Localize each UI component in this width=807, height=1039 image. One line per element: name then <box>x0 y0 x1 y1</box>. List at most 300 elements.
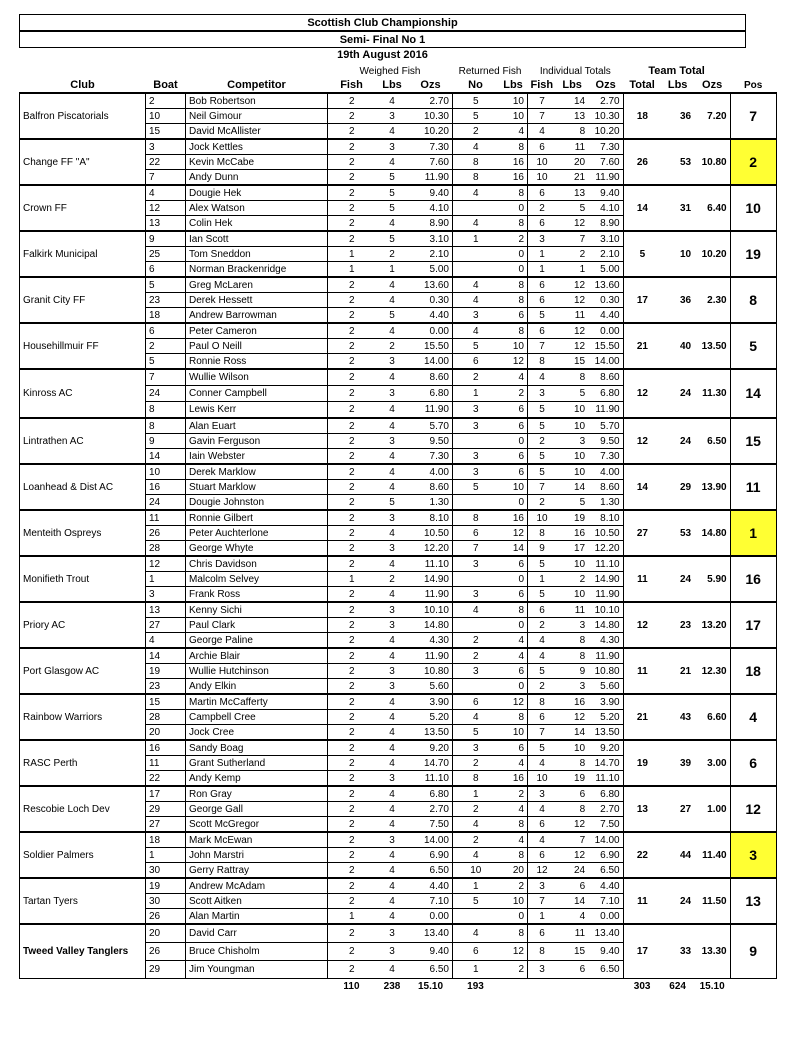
individual-lbs: 4 <box>556 909 588 925</box>
competitor-name: Mark McEwan <box>186 832 328 848</box>
weighed-lbs: 3 <box>376 664 409 679</box>
weighed-lbs: 4 <box>376 961 409 979</box>
individual-fish: 10 <box>528 170 557 186</box>
individual-fish: 3 <box>528 386 557 402</box>
team-position: 3 <box>730 832 776 878</box>
returned-lbs: 20 <box>499 863 528 879</box>
individual-ozs: 6.50 <box>588 863 623 879</box>
individual-lbs: 9 <box>556 664 588 679</box>
individual-ozs: 9.40 <box>588 943 623 961</box>
weighed-lbs: 2 <box>376 572 409 587</box>
weighed-lbs: 3 <box>376 434 409 449</box>
weighed-fish: 2 <box>328 648 376 664</box>
returned-no: 1 <box>453 878 499 894</box>
col-returned-no: No <box>468 78 483 91</box>
individual-ozs: 5.70 <box>588 418 623 434</box>
returned-no: 4 <box>453 277 499 293</box>
competitor-name: Andy Dunn <box>186 170 328 186</box>
individual-ozs: 5.00 <box>588 262 623 278</box>
col-individual-ozs: Ozs <box>595 78 616 91</box>
team-ozs: 12.30 <box>694 648 730 694</box>
individual-lbs: 5 <box>556 201 588 216</box>
team-ozs: 11.50 <box>694 878 730 924</box>
competitor-name: Chris Davidson <box>186 556 328 572</box>
boat-number: 2 <box>146 93 186 109</box>
returned-no <box>453 679 499 695</box>
team-ozs: 11.40 <box>694 832 730 878</box>
individual-lbs: 17 <box>556 541 588 557</box>
team-position: 11 <box>730 464 776 510</box>
weighed-lbs: 3 <box>376 510 409 526</box>
individual-fish: 7 <box>528 725 557 741</box>
col-weighed-ozs: Ozs <box>420 78 441 91</box>
returned-no <box>453 201 499 216</box>
returned-no: 3 <box>453 740 499 756</box>
individual-lbs: 6 <box>556 786 588 802</box>
returned-no: 3 <box>453 308 499 324</box>
weighed-fish: 2 <box>328 386 376 402</box>
individual-lbs: 1 <box>556 262 588 278</box>
col-team-total: Total <box>629 78 655 91</box>
returned-no <box>453 434 499 449</box>
team-total: 11 <box>623 648 661 694</box>
returned-no: 3 <box>453 587 499 603</box>
team-ozs: 2.30 <box>694 277 730 323</box>
individual-fish: 4 <box>528 802 557 817</box>
returned-lbs: 6 <box>499 740 528 756</box>
returned-no: 1 <box>453 786 499 802</box>
competitor-name: Bruce Chisholm <box>186 943 328 961</box>
individual-ozs: 4.40 <box>588 878 623 894</box>
returned-no: 6 <box>453 354 499 370</box>
returned-lbs: 6 <box>499 449 528 465</box>
weighed-fish: 1 <box>328 909 376 925</box>
team-total: 11 <box>623 556 661 602</box>
competitor-name: George Paline <box>186 633 328 649</box>
weighed-lbs: 4 <box>376 587 409 603</box>
individual-lbs: 14 <box>556 480 588 495</box>
returned-no: 4 <box>453 216 499 232</box>
weighed-lbs: 3 <box>376 386 409 402</box>
competitor-row <box>20 694 777 710</box>
weighed-lbs: 4 <box>376 894 409 909</box>
competitor-row <box>20 924 777 943</box>
weighed-lbs: 5 <box>376 201 409 216</box>
returned-lbs: 12 <box>499 526 528 541</box>
competitor-row <box>20 832 777 848</box>
weighed-lbs: 4 <box>376 293 409 308</box>
col-individual-fish: Fish <box>530 78 554 91</box>
weighed-ozs: 0.00 <box>409 909 453 925</box>
col-individual-lbs: Lbs <box>562 78 582 91</box>
returned-no <box>453 247 499 262</box>
weighed-lbs: 4 <box>376 323 409 339</box>
returned-lbs: 0 <box>499 262 528 278</box>
returned-lbs: 6 <box>499 402 528 419</box>
individual-ozs: 4.10 <box>588 201 623 216</box>
returned-lbs: 10 <box>499 725 528 741</box>
weighed-fish: 2 <box>328 231 376 247</box>
returned-no: 3 <box>453 664 499 679</box>
returned-lbs: 8 <box>499 323 528 339</box>
returned-lbs: 8 <box>499 277 528 293</box>
returned-lbs: 0 <box>499 247 528 262</box>
weighed-fish: 2 <box>328 93 376 109</box>
returned-lbs: 8 <box>499 924 528 943</box>
sheet-title: Scottish Club Championship <box>19 14 746 31</box>
col-returned-lbs: Lbs <box>503 78 523 91</box>
boat-number: 12 <box>146 556 186 572</box>
weighed-fish: 2 <box>328 185 376 201</box>
boat-number: 6 <box>146 262 186 278</box>
competitor-name: Stuart Marklow <box>186 480 328 495</box>
weighed-ozs: 0.00 <box>409 323 453 339</box>
weighed-fish: 2 <box>328 339 376 354</box>
weighed-lbs: 3 <box>376 354 409 370</box>
returned-no: 8 <box>453 510 499 526</box>
returned-lbs: 0 <box>499 434 528 449</box>
boat-number: 4 <box>146 633 186 649</box>
individual-ozs: 13.40 <box>588 924 623 943</box>
weighed-fish: 2 <box>328 124 376 140</box>
individual-ozs: 4.00 <box>588 464 623 480</box>
returned-no: 4 <box>453 602 499 618</box>
competitor-row <box>20 648 777 664</box>
team-position: 10 <box>730 185 776 231</box>
weighed-ozs: 11.90 <box>409 402 453 419</box>
club-name: Rescobie Loch Dev <box>20 786 146 832</box>
weighed-fish: 2 <box>328 664 376 679</box>
weighed-lbs: 3 <box>376 139 409 155</box>
returned-no: 6 <box>453 526 499 541</box>
returned-no: 5 <box>453 93 499 109</box>
team-ozs: 3.00 <box>694 740 730 786</box>
weighed-fish: 2 <box>328 480 376 495</box>
team-lbs: 36 <box>661 93 694 139</box>
team-position: 17 <box>730 602 776 648</box>
team-ozs: 5.90 <box>694 556 730 602</box>
boat-number: 6 <box>146 323 186 339</box>
individual-fish: 8 <box>528 694 557 710</box>
competitor-name: Tom Sneddon <box>186 247 328 262</box>
boat-number: 4 <box>146 185 186 201</box>
competitor-name: George Whyte <box>186 541 328 557</box>
team-total: 14 <box>623 464 661 510</box>
individual-fish: 7 <box>528 480 557 495</box>
individual-ozs: 9.50 <box>588 434 623 449</box>
weighed-ozs: 9.40 <box>409 185 453 201</box>
returned-no: 6 <box>453 694 499 710</box>
competitor-name: Peter Cameron <box>186 323 328 339</box>
competitor-name: David McAllister <box>186 124 328 140</box>
returned-no: 4 <box>453 924 499 943</box>
returned-lbs: 12 <box>499 943 528 961</box>
returned-no: 3 <box>453 464 499 480</box>
individual-fish: 3 <box>528 878 557 894</box>
competitor-name: Ronnie Ross <box>186 354 328 370</box>
returned-lbs: 8 <box>499 293 528 308</box>
individual-lbs: 21 <box>556 170 588 186</box>
weighed-lbs: 4 <box>376 402 409 419</box>
individual-ozs: 3.10 <box>588 231 623 247</box>
individual-fish: 9 <box>528 541 557 557</box>
individual-ozs: 14.00 <box>588 354 623 370</box>
individual-fish: 1 <box>528 572 557 587</box>
results-table <box>19 64 777 993</box>
weighed-fish: 2 <box>328 510 376 526</box>
returned-lbs: 16 <box>499 510 528 526</box>
competitor-name: Alan Martin <box>186 909 328 925</box>
individual-fish: 4 <box>528 756 557 771</box>
returned-lbs: 4 <box>499 633 528 649</box>
competitor-name: Andrew McAdam <box>186 878 328 894</box>
returned-no: 8 <box>453 771 499 787</box>
individual-lbs: 10 <box>556 587 588 603</box>
competitor-name: Kevin McCabe <box>186 155 328 170</box>
returned-lbs: 14 <box>499 541 528 557</box>
boat-number: 14 <box>146 449 186 465</box>
weighed-lbs: 4 <box>376 848 409 863</box>
competitor-name: Peter Auchterlone <box>186 526 328 541</box>
returned-no: 4 <box>453 293 499 308</box>
individual-fish: 4 <box>528 633 557 649</box>
individual-fish: 4 <box>528 832 557 848</box>
competitor-name: Colin Hek <box>186 216 328 232</box>
returned-no: 2 <box>453 756 499 771</box>
total-team-lbs: 624 <box>669 980 686 992</box>
returned-no: 2 <box>453 633 499 649</box>
competitor-name: Norman Brackenridge <box>186 262 328 278</box>
individual-ozs: 11.90 <box>588 402 623 419</box>
col-team-ozs: Ozs <box>702 78 723 91</box>
returned-no: 1 <box>453 961 499 979</box>
individual-ozs: 6.90 <box>588 848 623 863</box>
individual-lbs: 10 <box>556 740 588 756</box>
weighed-lbs: 4 <box>376 694 409 710</box>
individual-lbs: 15 <box>556 943 588 961</box>
boat-number: 30 <box>146 863 186 879</box>
weighed-fish-group: Weighed Fish <box>359 65 421 77</box>
weighed-fish: 2 <box>328 633 376 649</box>
boat-number: 8 <box>146 402 186 419</box>
weighed-ozs: 8.10 <box>409 510 453 526</box>
returned-no <box>453 572 499 587</box>
team-lbs: 29 <box>661 464 694 510</box>
individual-fish: 5 <box>528 664 557 679</box>
individual-lbs: 24 <box>556 863 588 879</box>
individual-ozs: 7.60 <box>588 155 623 170</box>
weighed-ozs: 9.20 <box>409 740 453 756</box>
team-total: 21 <box>623 323 661 369</box>
competitor-name: Andy Elkin <box>186 679 328 695</box>
individual-fish: 6 <box>528 293 557 308</box>
returned-lbs: 8 <box>499 185 528 201</box>
returned-lbs: 6 <box>499 664 528 679</box>
column-header-row <box>20 78 777 93</box>
weighed-ozs: 10.20 <box>409 124 453 140</box>
boat-number: 27 <box>146 817 186 833</box>
individual-ozs: 10.20 <box>588 124 623 140</box>
weighed-lbs: 4 <box>376 909 409 925</box>
returned-no: 4 <box>453 185 499 201</box>
total-weighed-ozs: 15.10 <box>417 980 444 992</box>
individual-fish: 2 <box>528 434 557 449</box>
weighed-lbs: 1 <box>376 262 409 278</box>
weighed-ozs: 14.90 <box>409 572 453 587</box>
individual-ozs: 5.60 <box>588 679 623 695</box>
sheet-date: 19th August 2016 <box>337 49 428 61</box>
competitor-name: Derek Marklow <box>186 464 328 480</box>
weighed-ozs: 5.60 <box>409 679 453 695</box>
weighed-ozs: 11.90 <box>409 170 453 186</box>
weighed-lbs: 3 <box>376 541 409 557</box>
weighed-ozs: 14.00 <box>409 832 453 848</box>
weighed-lbs: 3 <box>376 602 409 618</box>
boat-number: 10 <box>146 109 186 124</box>
returned-no: 1 <box>453 386 499 402</box>
competitor-row <box>20 740 777 756</box>
returned-no: 4 <box>453 323 499 339</box>
weighed-fish: 1 <box>328 572 376 587</box>
club-name: RASC Perth <box>20 740 146 786</box>
weighed-ozs: 1.30 <box>409 495 453 511</box>
team-ozs: 13.20 <box>694 602 730 648</box>
competitor-row <box>20 185 777 201</box>
competitor-row <box>20 556 777 572</box>
weighed-fish: 2 <box>328 418 376 434</box>
returned-no: 2 <box>453 832 499 848</box>
weighed-lbs: 4 <box>376 124 409 140</box>
individual-lbs: 14 <box>556 725 588 741</box>
returned-lbs: 10 <box>499 93 528 109</box>
weighed-lbs: 4 <box>376 786 409 802</box>
weighed-lbs: 2 <box>376 247 409 262</box>
competitor-name: Frank Ross <box>186 587 328 603</box>
returned-no: 8 <box>453 170 499 186</box>
returned-lbs: 16 <box>499 155 528 170</box>
individual-ozs: 6.50 <box>588 961 623 979</box>
competitor-name: Ron Gray <box>186 786 328 802</box>
weighed-fish: 2 <box>328 740 376 756</box>
boat-number: 22 <box>146 155 186 170</box>
boat-number: 13 <box>146 602 186 618</box>
club-name: Soldier Palmers <box>20 832 146 878</box>
club-name: Port Glasgow AC <box>20 648 146 694</box>
boat-number: 25 <box>146 247 186 262</box>
returned-lbs: 0 <box>499 618 528 633</box>
individual-ozs: 10.30 <box>588 109 623 124</box>
individual-ozs: 11.90 <box>588 170 623 186</box>
individual-ozs: 6.80 <box>588 786 623 802</box>
weighed-ozs: 3.10 <box>409 231 453 247</box>
individual-ozs: 7.50 <box>588 817 623 833</box>
weighed-lbs: 4 <box>376 155 409 170</box>
competitor-name: Archie Blair <box>186 648 328 664</box>
weighed-ozs: 14.00 <box>409 354 453 370</box>
individual-lbs: 2 <box>556 247 588 262</box>
weighed-ozs: 4.40 <box>409 308 453 324</box>
individual-fish: 5 <box>528 449 557 465</box>
team-ozs: 11.30 <box>694 369 730 418</box>
weighed-ozs: 10.30 <box>409 109 453 124</box>
weighed-ozs: 11.10 <box>409 556 453 572</box>
boat-number: 7 <box>146 170 186 186</box>
competitor-name: Grant Sutherland <box>186 756 328 771</box>
club-name: Lintrathen AC <box>20 418 146 464</box>
competitor-name: Malcolm Selvey <box>186 572 328 587</box>
competitor-name: Neil Gimour <box>186 109 328 124</box>
weighed-lbs: 3 <box>376 943 409 961</box>
individual-ozs: 8.90 <box>588 216 623 232</box>
weighed-fish: 2 <box>328 464 376 480</box>
boat-number: 19 <box>146 878 186 894</box>
col-weighed-lbs: Lbs <box>382 78 402 91</box>
competitor-row <box>20 878 777 894</box>
team-total: 17 <box>623 924 661 979</box>
competitor-name: Gerry Rattray <box>186 863 328 879</box>
weighed-lbs: 4 <box>376 740 409 756</box>
individual-lbs: 6 <box>556 878 588 894</box>
weighed-ozs: 6.80 <box>409 786 453 802</box>
individual-lbs: 3 <box>556 679 588 695</box>
individual-fish: 5 <box>528 402 557 419</box>
individual-fish: 8 <box>528 943 557 961</box>
weighed-lbs: 3 <box>376 109 409 124</box>
individual-ozs: 7.10 <box>588 894 623 909</box>
individual-ozs: 14.00 <box>588 832 623 848</box>
weighed-ozs: 4.00 <box>409 464 453 480</box>
weighed-ozs: 2.70 <box>409 93 453 109</box>
weighed-ozs: 10.80 <box>409 664 453 679</box>
boat-number: 22 <box>146 771 186 787</box>
individual-lbs: 10 <box>556 556 588 572</box>
returned-no: 4 <box>453 817 499 833</box>
team-lbs: 24 <box>661 878 694 924</box>
returned-lbs: 16 <box>499 170 528 186</box>
individual-fish: 1 <box>528 262 557 278</box>
competitor-name: Jock Kettles <box>186 139 328 155</box>
team-ozs: 14.80 <box>694 510 730 556</box>
returned-lbs: 4 <box>499 802 528 817</box>
boat-number: 28 <box>146 710 186 725</box>
boat-number: 18 <box>146 308 186 324</box>
individual-fish: 6 <box>528 817 557 833</box>
returned-no <box>453 909 499 925</box>
individual-fish: 10 <box>528 771 557 787</box>
weighed-ozs: 5.20 <box>409 710 453 725</box>
weighed-fish: 2 <box>328 924 376 943</box>
returned-no: 2 <box>453 648 499 664</box>
individual-fish: 10 <box>528 155 557 170</box>
team-lbs: 53 <box>661 510 694 556</box>
competitor-name: Iain Webster <box>186 449 328 465</box>
weighed-lbs: 3 <box>376 771 409 787</box>
club-name: Monifieth Trout <box>20 556 146 602</box>
individual-fish: 2 <box>528 679 557 695</box>
col-weighed-fish: Fish <box>340 78 363 91</box>
weighed-ozs: 7.60 <box>409 155 453 170</box>
individual-ozs: 0.00 <box>588 909 623 925</box>
individual-lbs: 8 <box>556 633 588 649</box>
competitor-name: Conner Campbell <box>186 386 328 402</box>
individual-fish: 4 <box>528 124 557 140</box>
individual-ozs: 8.60 <box>588 369 623 386</box>
individual-lbs: 5 <box>556 386 588 402</box>
weighed-ozs: 5.00 <box>409 262 453 278</box>
club-name: Menteith Ospreys <box>20 510 146 556</box>
competitor-name: Paul Clark <box>186 618 328 633</box>
weighed-ozs: 12.20 <box>409 541 453 557</box>
